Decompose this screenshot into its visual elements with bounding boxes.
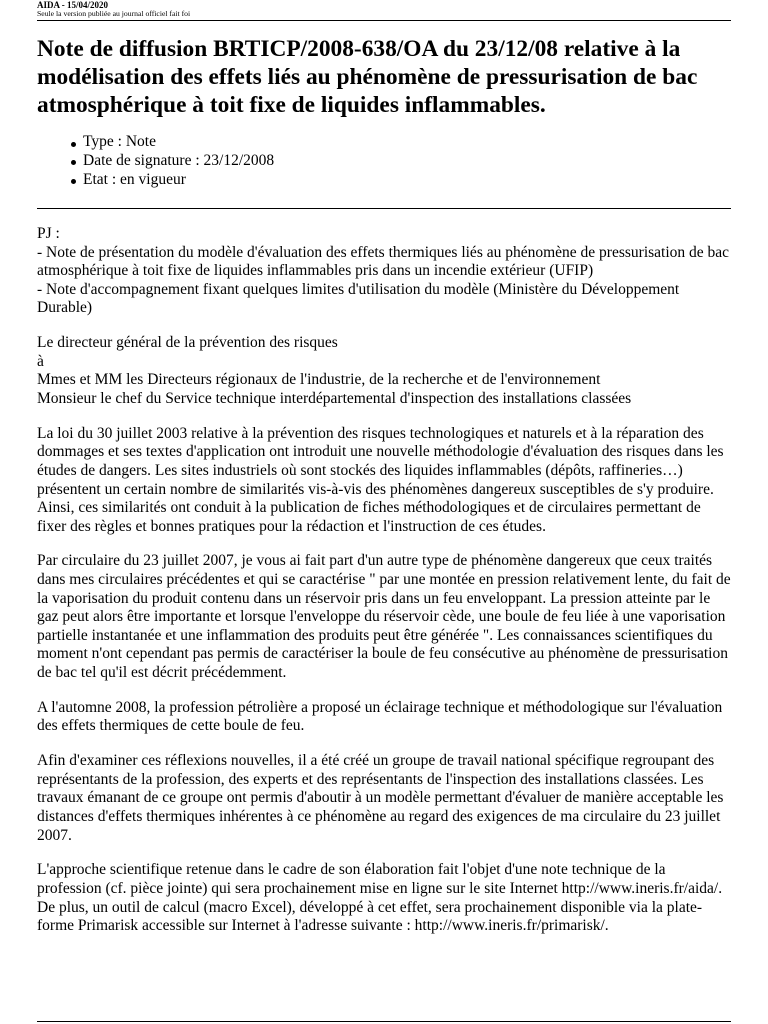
- text-line: distances d'effets thermiques inhérentes à ce phénomène au regard des exigences de ma circulaire du 23 juillet: [37, 807, 721, 825]
- meta-item-text: Etat : en vigueur: [83, 170, 186, 188]
- text-line: partielle instantanée et une inflammation des produits peut être générée ". Les connaissances scientifiques du: [37, 626, 713, 644]
- text-line: la vaporisation du produit contenu dans un réservoir pris dans un feu enveloppant. La pression atteinte par le: [37, 589, 711, 607]
- text-line: A l'automne 2008, la profession pétrolière a proposé un éclairage technique et méthodologique sur l'évaluation: [37, 698, 723, 716]
- text-line: des effets thermiques de cette boule de feu.: [37, 717, 305, 735]
- header-divider: [37, 20, 731, 21]
- text-line: Ainsi, ces similarités ont conduit à la publication de fiches méthodologiques et de circulaires permettant de: [37, 499, 701, 517]
- text-line: à: [37, 352, 44, 370]
- meta-item-type: [83, 133, 274, 152]
- text-line: Durable): [37, 299, 93, 317]
- text-line: Monsieur le chef du Service technique interdépartemental d'inspection des installations classées: [37, 389, 632, 407]
- text-line: représentants de la profession, des experts et des représentants de l'inspection des installations classées. Les: [37, 770, 704, 788]
- meta-item-status: [83, 171, 274, 190]
- text-line: forme Primarisk accessible sur Internet à l'adresse suivante : http://www.ineris.fr/primarisk/.: [37, 917, 609, 935]
- meta-divider: [37, 208, 731, 209]
- text-line: dommages et ses textes d'application ont introduit une nouvelle méthodologie d'évaluation des risques dans les: [37, 443, 724, 461]
- paragraph: [37, 552, 737, 682]
- text-line: moment n'ont cependant pas permis de caractériser la boule de feu consécutive au phénomène de pressurisation: [37, 645, 728, 663]
- document-title: Note de diffusion BRTICP/2008-638/OA du 23/12/08 relative à la modélisation des effets liés au phénomène de pressurisation de bac atmosphérique à toit fixe de liquides inflammables.: [37, 36, 698, 118]
- text-line: de bac tel qu'il est décrit précédemment.: [37, 664, 287, 682]
- text-line: dans mes circulaires précédentes et qui se caractérise " par une montée en pression relativement lente, du fait de: [37, 571, 731, 589]
- text-line: Le directeur général de la prévention des risques: [37, 334, 338, 352]
- text-line: Mmes et MM les Directeurs régionaux de l'industrie, de la recherche et de l'environnement: [37, 371, 601, 389]
- bullet-icon: [71, 160, 76, 165]
- text-line: Par circulaire du 23 juillet 2007, je vous ai fait part d'un autre type de phénomène dangereux que ceux traités: [37, 552, 713, 570]
- source-date-label: AIDA - 15/04/2020: [37, 0, 109, 10]
- text-line: profession (cf. pièce jointe) qui sera prochainement mise en ligne sur le site Internet http://www.ineris.fr/aida/.: [37, 879, 723, 897]
- text-line: atmosphérique à toit fixe de liquides inflammables pris dans un incendie extérieur (UFIP): [37, 262, 594, 280]
- meta-item-date: [83, 152, 274, 171]
- bullet-icon: [71, 142, 76, 147]
- meta-item-text: Date de signature : 23/12/2008: [83, 151, 275, 169]
- paragraph: [37, 425, 737, 537]
- text-line: présentent un certain nombre de similarités vis-à-vis des phénomènes dangereux susceptibles de s'y produire.: [37, 480, 714, 498]
- disclaimer-text: Seule la version publiée au journal officiel fait foi: [37, 9, 191, 18]
- text-line: PJ :: [37, 225, 60, 242]
- text-line: travaux émanant de ce groupe ont permis d'aboutir à un modèle permettant d'évaluer de manière acceptable les: [37, 789, 724, 807]
- text-line: gaz peut alors être importante et lorsque l'enveloppe du réservoir cède, une boule de feu liée à une vaporisation: [37, 608, 726, 626]
- document-meta-list: [83, 133, 274, 189]
- text-line: Afin d'examiner ces réflexions nouvelles, il a été créé un groupe de travail national spécifique regroupant des: [37, 752, 715, 770]
- document-body: [37, 225, 737, 952]
- text-line: - Note de présentation du modèle d'évaluation des effets thermiques liés au phénomène de pressurisation de bac: [37, 243, 730, 261]
- meta-item-text: Type : Note: [83, 133, 156, 150]
- text-line: fixer des règles et bonnes pratiques pour la rédaction et l'instruction de ces études.: [37, 517, 546, 535]
- text-line: L'approche scientifique retenue dans le cadre de son élaboration fait l'objet d'une note technique de la: [37, 861, 666, 879]
- paragraph: [37, 861, 737, 935]
- text-line: La loi du 30 juillet 2003 relative à la prévention des risques technologiques et naturels et à la réparation des: [37, 424, 704, 442]
- bullet-icon: [71, 179, 76, 184]
- text-line: De plus, un outil de calcul (macro Excel), développé à cet effet, sera prochainement disponible via la plate-: [37, 898, 703, 916]
- attachments-block: [37, 225, 737, 318]
- addressees-block: [37, 334, 737, 408]
- footer-divider: [37, 1021, 731, 1022]
- text-line: études de dangers. Les sites industriels où sont stockés des liquides inflammables (dépôts, raffineries…): [37, 461, 683, 479]
- text-line: - Note d'accompagnement fixant quelques limites d'utilisation du modèle (Ministère du Développement: [37, 280, 680, 298]
- paragraph: [37, 699, 737, 736]
- text-line: 2007.: [37, 826, 72, 844]
- paragraph: [37, 752, 737, 845]
